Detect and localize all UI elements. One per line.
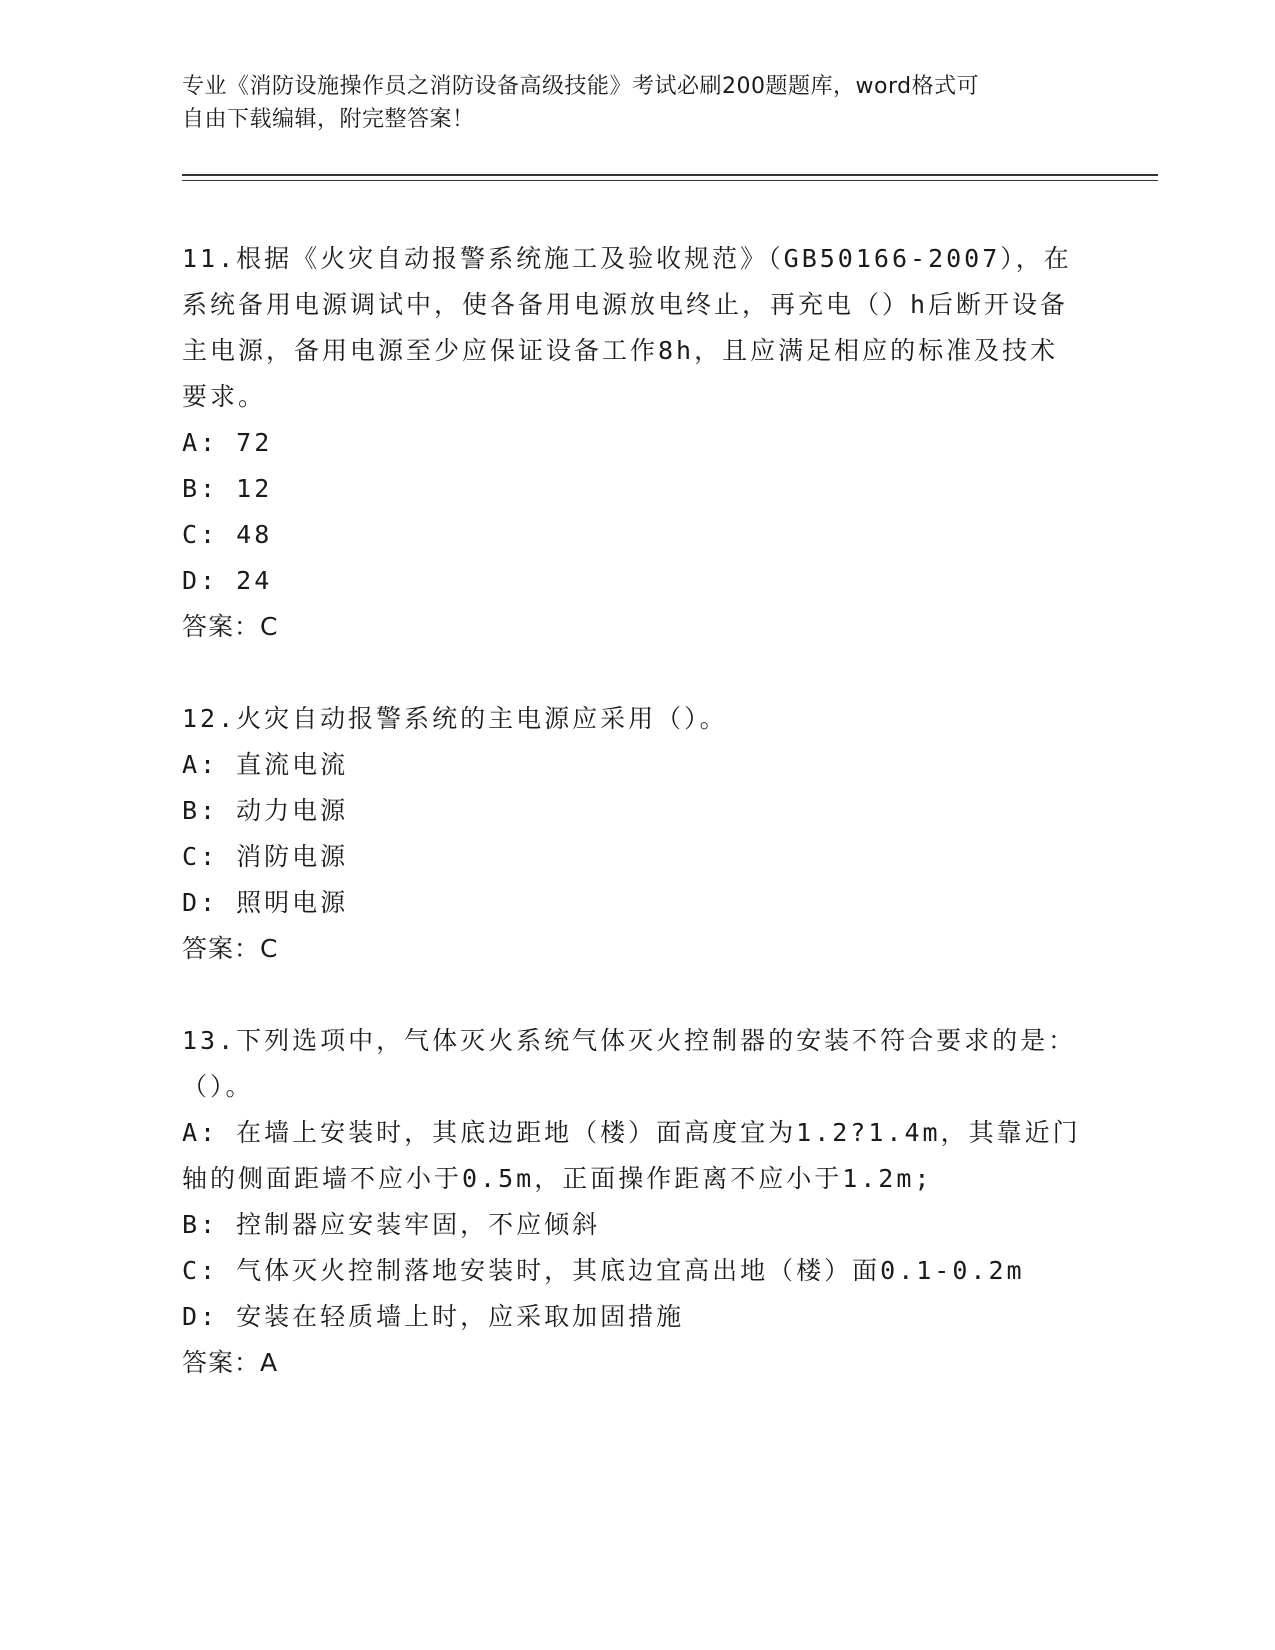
option-c: C: 48 [182, 520, 273, 549]
option-d: D: 安装在轻质墙上时，应采取加固措施 [182, 1302, 685, 1331]
question-12 [182, 696, 1082, 972]
option-a: A: 72 [182, 428, 273, 457]
option-d: D: 照明电源 [182, 888, 349, 917]
question-13 [182, 1018, 1082, 1386]
question-stem: 13.下列选项中，气体灭火系统气体灭火控制器的安装不符合要求的是：（）。 [182, 1026, 1077, 1101]
answer-line: 答案：C [182, 612, 279, 641]
question-stem: 12.火灾自动报警系统的主电源应采用（）。 [182, 704, 728, 733]
option-a: A: 在墙上安装时，其底边距地（楼）面高度宜为1.2?1.4m，其靠近门轴的侧面距墙不应小于0.5m，正面操作距离不应小于1.2m; [182, 1118, 1081, 1193]
document-header [182, 70, 1082, 136]
option-a: A: 直流电流 [182, 750, 349, 779]
header-divider [182, 174, 1158, 176]
option-c: C: 消防电源 [182, 842, 349, 871]
header-line-2: 自由下载编辑，附完整答案！ [182, 107, 475, 132]
header-line-1: 专业《消防设施操作员之消防设备高级技能》考试必刷200题题库，word格式可 [182, 74, 980, 99]
question-list [182, 236, 1082, 1432]
question-11 [182, 236, 1082, 650]
option-b: B: 12 [182, 474, 273, 503]
option-c: C: 气体灭火控制落地安装时，其底边宜高出地（楼）面0.1-0.2m [182, 1256, 1025, 1285]
option-d: D: 24 [182, 566, 273, 595]
answer-line: 答案：A [182, 1348, 279, 1377]
header-divider-thin [182, 180, 1158, 181]
option-b: B: 控制器应安装牢固，不应倾斜 [182, 1210, 601, 1239]
question-stem: 11.根据《火灾自动报警系统施工及验收规范》（GB50166-2007），在系统备用电源调试中，使各备用电源放电终止，再充电（）h后断开设备主电源，备用电源至少应保证设备工作8h，且应满足相应的标准及技术要求。 [182, 244, 1072, 411]
option-b: B: 动力电源 [182, 796, 349, 825]
answer-line: 答案：C [182, 934, 279, 963]
